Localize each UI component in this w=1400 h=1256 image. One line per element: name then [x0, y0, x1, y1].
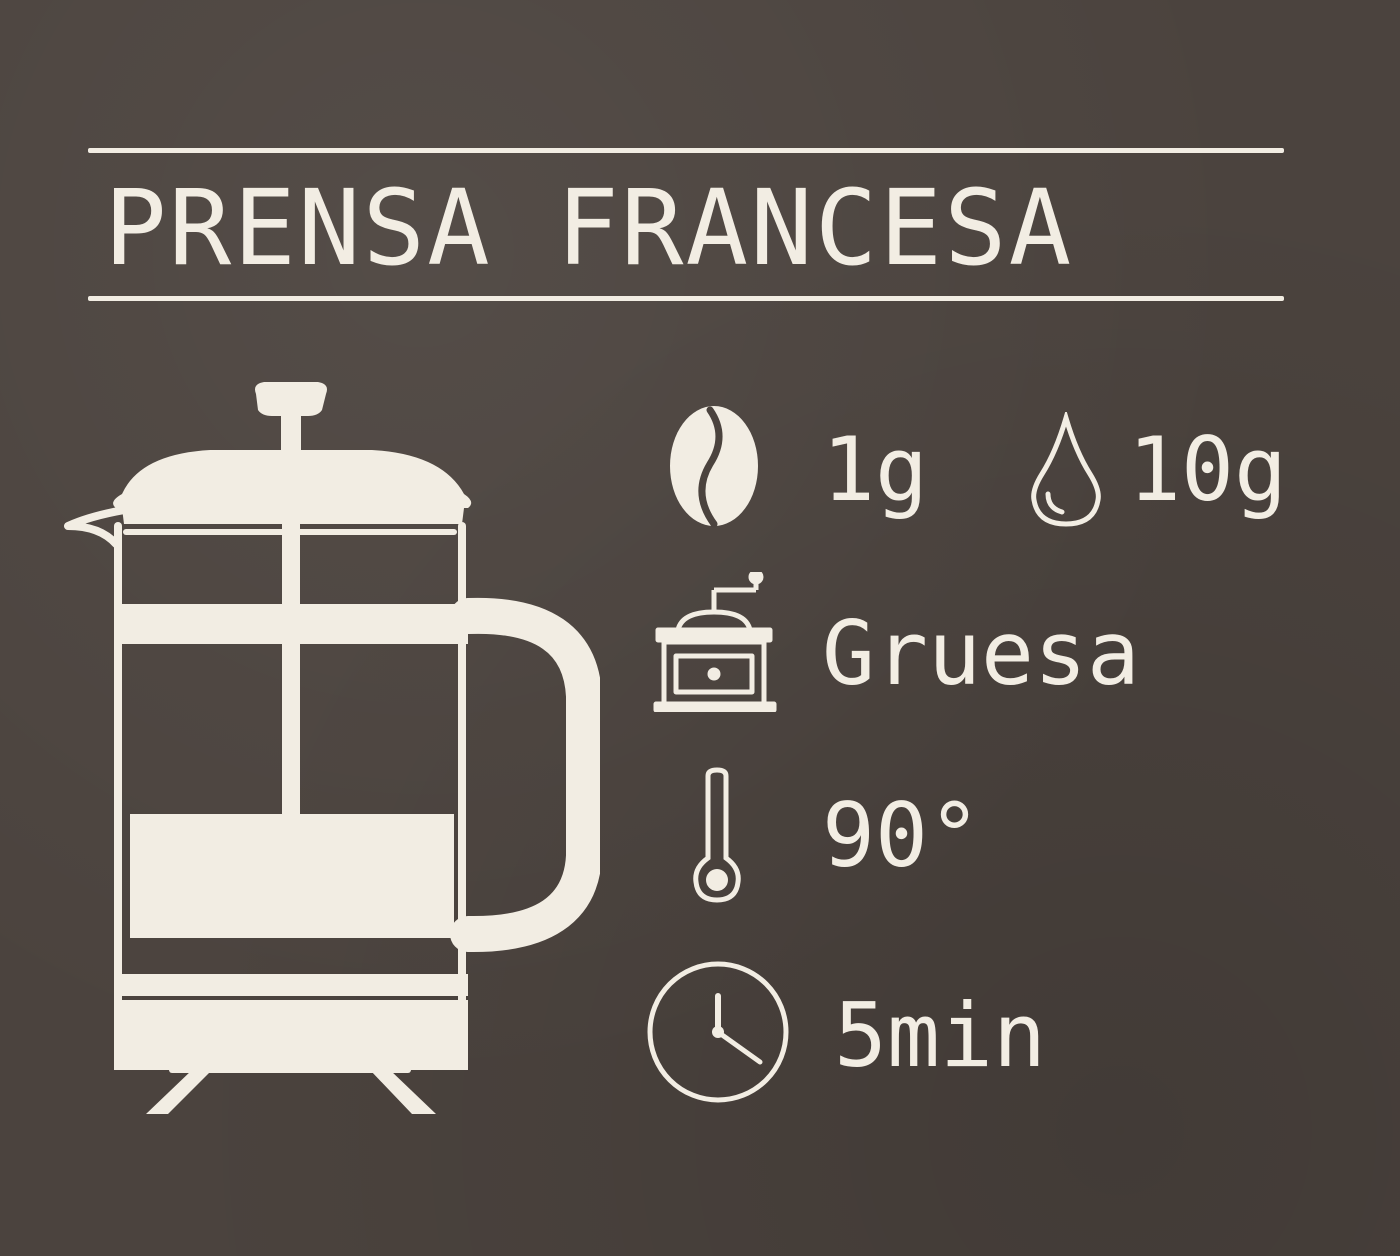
grind-size: Gruesa: [822, 602, 1140, 705]
bottom-divider: [88, 296, 1284, 301]
brew-time: 5min: [834, 984, 1046, 1087]
water-drop-icon: [1028, 412, 1104, 530]
clock-icon: [644, 958, 792, 1106]
coffee-grinder-icon: [652, 572, 778, 712]
thermometer-icon: [690, 766, 744, 906]
french-press-icon: [60, 376, 600, 1126]
coffee-bean-icon: [664, 402, 764, 530]
water-amount: 10g: [1128, 418, 1287, 521]
coffee-amount: 1g: [822, 418, 928, 521]
top-divider: [88, 148, 1284, 153]
page-title: PRENSA FRANCESA: [104, 167, 1074, 289]
temperature: 90°: [822, 784, 981, 887]
